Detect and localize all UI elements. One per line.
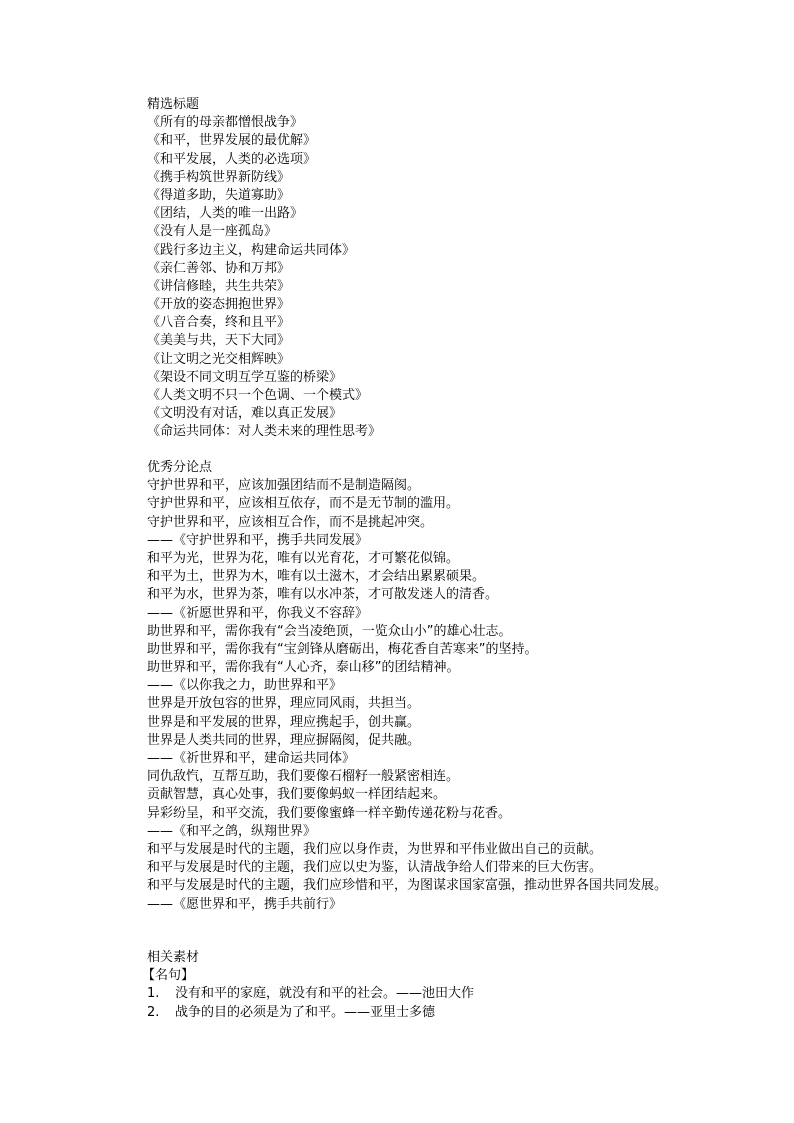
argument-line: 贡献智慧，真心处事，我们要像蚂蚁一样团结起来。	[147, 787, 447, 803]
quote-item	[147, 1004, 747, 1022]
title-item: 《得道多助，失道寡助》	[147, 187, 291, 203]
quote-number: 2.	[147, 1004, 160, 1020]
title-item: 《人类文明不只一个色调、一个模式》	[147, 388, 369, 403]
argument-line: 助世界和平，需你我有“人心齐，泰山移”的团结精神。	[147, 660, 460, 676]
title-item: 《架设不同文明互学互鉴的桥梁》	[147, 369, 343, 385]
title-item: 《开放的姿态拥抱世界》	[147, 297, 291, 313]
argument-line: 和平为光，世界为花，唯有以光育花，才可繁花似锦。	[147, 550, 460, 566]
argument-line: 和平与发展是时代的主题，我们应以身作责，为世界和平伟业做出自己的贡献。	[147, 841, 603, 857]
title-item: 《文明没有对话，难以真正发展》	[147, 406, 343, 422]
argument-line: 守护世界和平，应该相互合作，而不是挑起冲突。	[147, 514, 434, 530]
quote-text: 没有和平的家庭，就没有和平的社会。——池田大作	[175, 986, 475, 1002]
argument-points-section	[147, 459, 747, 914]
title-item: 《团结，人类的唯一出路》	[147, 206, 304, 222]
title-item: 《亲仁善邻、协和万邦》	[147, 260, 291, 276]
title-item: 《和平，世界发展的最优解》	[147, 133, 317, 149]
argument-source: ——《守护世界和平，携手共同发展》	[147, 532, 369, 548]
quote-text: 战争的目的必须是为了和平。——亚里士多德	[175, 1004, 436, 1020]
argument-source: ——《以你我之力，助世界和平》	[147, 678, 343, 694]
section-heading-featured-titles: 精选标题	[147, 97, 200, 112]
title-item: 《所有的母亲都憎恨战争》	[147, 115, 304, 131]
quote-item	[147, 985, 747, 1003]
argument-line: 助世界和平，需你我有“宝剑锋从磨砺出，梅花香自苦寒来”的坚持。	[147, 641, 538, 657]
argument-line: 世界是开放包容的世界，理应同风雨，共担当。	[147, 696, 421, 712]
argument-line: 助世界和平，需你我有“会当凌绝顶，一览众山小”的雄心壮志。	[147, 623, 512, 639]
title-item: 《八音合奏，终和且平》	[147, 315, 291, 331]
argument-line: 和平为土，世界为木，唯有以土滋木，才会结出累累硕果。	[147, 569, 486, 585]
title-item: 《践行多边主义，构建命运共同体》	[147, 242, 356, 258]
title-item: 《没有人是一座孤岛》	[147, 224, 278, 240]
title-item: 《携手构筑世界新防线》	[147, 169, 291, 185]
argument-line: 同仇敌忾，互帮互助，我们要像石榴籽一般紧密相连。	[147, 769, 460, 785]
title-item: 《命运共同体：对人类未来的理性思考》	[147, 424, 382, 440]
argument-line: 和平与发展是时代的主题，我们应以史为鉴，认清战争给人们带来的巨大伤害。	[147, 860, 603, 876]
related-materials-section	[142, 949, 747, 1022]
argument-line: 守护世界和平，应该相互依存，而不是无节制的滥用。	[147, 496, 460, 512]
title-item: 《和平发展，人类的必选项》	[147, 151, 317, 167]
section-heading-argument-points: 优秀分论点	[147, 460, 213, 475]
argument-line: 守护世界和平，应该加强团结而不是制造隔阂。	[147, 478, 421, 494]
argument-line-wrapped: 和平与发展是时代的主题，我们应珍惜和平，为图谋求国家富强，推动世界各国共同发展。	[147, 878, 668, 894]
title-item: 《让文明之光交相辉映》	[147, 351, 291, 367]
quote-number: 1.	[147, 986, 160, 1002]
argument-source: ——《祈世界和平，建命运共同体》	[147, 751, 356, 766]
argument-line: 世界是人类共同的世界，理应摒隔阂，促共融。	[147, 732, 421, 748]
argument-source: ——《祈愿世界和平，你我义不容辞》	[147, 605, 369, 621]
argument-line: 异彩纷呈，和平交流，我们要像蜜蜂一样辛勤传递花粉与花香。	[147, 805, 512, 821]
argument-source: ——《愿世界和平，携手共前行》	[147, 896, 343, 912]
argument-source: ——《和平之鸽，纵翔世界》	[147, 823, 317, 839]
subheading-famous-quotes: 【名句】	[142, 968, 195, 984]
argument-line: 世界是和平发展的世界，理应携起手，创共赢。	[147, 714, 421, 730]
argument-line: 和平为水，世界为茶，唯有以水冲茶，才可散发迷人的清香。	[147, 587, 499, 603]
title-item: 《讲信修睦，共生共荣》	[147, 278, 291, 294]
section-heading-related-materials: 相关素材	[147, 950, 200, 965]
title-item: 《美美与共，天下大同》	[147, 333, 291, 349]
featured-titles-section	[147, 96, 747, 442]
